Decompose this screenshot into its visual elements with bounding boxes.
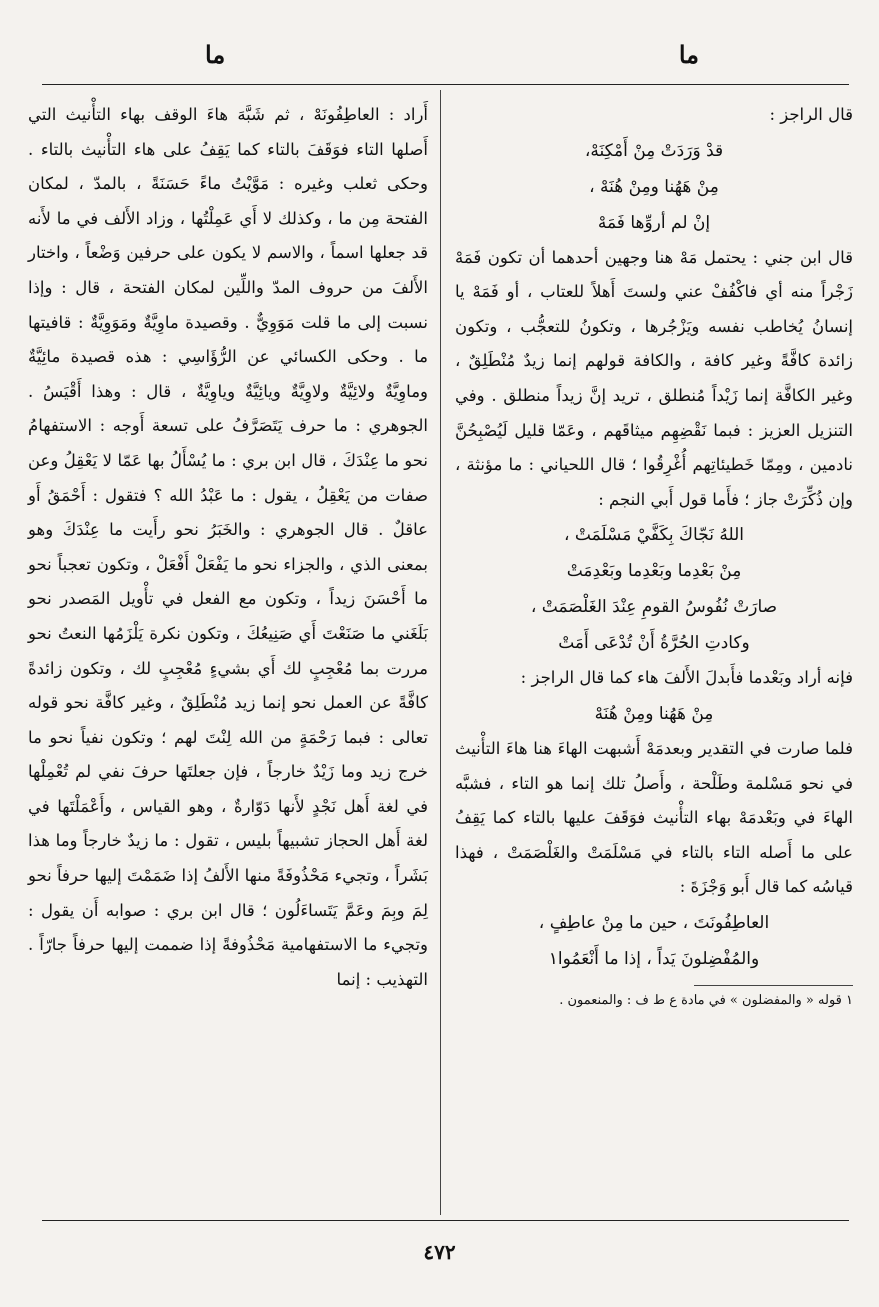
verse-line: اللهُ نَجّاكَ بِكَفَّيْ مَسْلَمَتْ ، — [564, 525, 744, 546]
verse-line: العاطِفُونَتَ ، حين ما مِنْ عاطِفٍ ، — [538, 912, 770, 933]
top-rule — [42, 84, 849, 85]
paragraph: فلما صارت في التقدير وبعدمَهْ أَشبهت الهاءَ هنا هاءَ التأْنيث في نحو مَسْلمة وطَلْحة ، وأَصلُ تلك إنما هو التاء ، فشبَّه الهاءَ في وبَعْدمَهْ بهاء التأْنيث فوَقَفَ عليها بالتاء كما يَقِفُ على ما أَصله التاء بالتاء في مَسْلَمَتْ والغَلْصَمَتْ ، فهذا قياسُه كما قال أَبو وَجْزَةَ : — [455, 738, 853, 897]
left-column — [28, 98, 428, 997]
verse-line: مِنْ هَهُنا ومِنْ هُنَهْ ، — [589, 176, 719, 197]
verse-line: مِنْ هَهُنا ومِنْ هُنَهْ — [594, 703, 714, 724]
running-head-right: ما — [678, 40, 699, 69]
footnote: ١ قوله « والمفضلون » في مادة ع ط ف : والمنعمون . — [559, 992, 853, 1008]
verse-line: مِنْ بَعْدِما وبَعْدِما وبَعْدِمَتْ — [566, 561, 742, 582]
paragraph: أَراد : العاطِفُونَهْ ، ثم شَبَّهَ هاءَ الوقف بهاء التأْنيث التي أَصلها التاء فوَقَفَ بالتاء كما يَقِفُ على هاء التأْنيث بالتاء . وحكى ثعلب وغيره : مَوَّيْتُ ماءً حَسَنَةً ، بالمدّ ، لمكان الفتحة مِن ما ، وكذلك لا أَي عَمِلْتُها ، وزاد الأَلف في ما لأَنه قد جعلها اسماً ، والاسم لا يكون على حرفين وَضْعاً ، واختار الأَلفَ من حروف المدّ واللِّين لمكان الفتحة ، قال : وإذا نسبت إلى ما قلت مَوَوِيٌّ . وقصيدة ماوِيَّةٌ ومَوَوِيَّةٌ : قافيتها ما . وحكى الكسائي عن الرُّؤَاسِي : هذه قصيدة مائِيَّةٌ وماوِيَّةٌ ولائِيَّةٌ ولاوِيَّةٌ ويائِيَّةٌ وياوِيَّةٌ ، قال : وهذا أَقْيَسُ . الجوهري : ما حرف يَتَصَرَّفُ على تسعة أَوجه : الاستفهامُ نحو ما عِنْدَكَ ، قال ابن بري : ما يُسْأَلُ بها عَمّا لا يَعْقِلُ وعن صفات من يَعْقِلُ ، يقول : ما عَبْدُ الله ؟ فتقول : أَحْمَقُ أَو عاقلٌ . قال الجوهري : والخَبَرُ نحو رأَيت ما عِنْدَكَ وهو بمعنى الذي ، والجزاء نحو ما يَفْعَلْ أَفْعَلْ ، وتكون تعجباً نحو ما أَحْسَنَ زيداً ، وتكون مع الفعل في تأْويل المَصدر نحو بَلَغَني ما صَنَعْتَ أَي صَنِيعُكَ ، وتكون نكرة يَلْزَمُها النعتُ نحو مررت بما مُعْجِبٍ لك أَي بشيءٍ مُعْجِبٍ لك ، وتكون زائدةً كافَّةً عن العمل نحو إنما زيد مُنْطَلِقٌ ، وغير كافَّة نحو قوله تعالى : فبما رَحْمَةٍ من الله لِنْتَ لهم ؛ وتكون نفياً نحو ما خرج زيد وما زَيْدٌ خارجاً ، فإن جعلتَها حرفَ نفي لم تُعْمِلْها في لغة أَهل نَجْدٍ لأَنها دَوّارةٌ ، وهو القياس ، وأَعْمَلْتَها في لغة أَهل الحجاز تشبيهاً بليس ، تقول : ما زيدٌ خارجاً وما هذا بَشَراً ، وتجيء مَحْذُوفَةً منها الأَلفُ إذا ضَمَمْتَ إليها حرفاً نحو لِمَ وبِمَ وعَمَّ يَتَساءَلُون ؛ قال ابن بري : صوابه أَن يقول : وتجيء ما الاستفهامية مَحْذُوفةً إذا ضممت إليها حرفاً جارّاً . التهذيب : إنما — [28, 105, 428, 989]
right-column — [455, 98, 853, 1012]
footnote-rule — [694, 985, 853, 986]
paragraph: فإنه أراد وبَعْدما فأَبدلَ الأَلفَ هاء كما قال الراجز : — [520, 668, 853, 688]
paragraph: قال الراجز : — [769, 105, 853, 124]
bottom-rule — [42, 1220, 849, 1221]
page-number: ٤٧٢ — [423, 1240, 456, 1264]
paragraph: قال ابن جني : يحتمل مَهْ هنا وجهين أحدهما أن تكون فَمَهْ زَجْراً منه أي فاكْفُفْ عني ولستَ أَهلاً للعتاب ، أو فَمَهْ يا إنسانُ يُخاطب نفسه ويَزْجُرها ، وتكونُ للتعجُّب ، وتكون زائدة كافَّةً وغير كافة ، والكافة قولهم إنما زيدٌ مُنْطَلِقٌ ، وغير الكافَّة إنما زَيْداً مُنطلق ، تريد إنَّ زيداً منطلق . وفي التنزيل العزيز : فبما نَقْضِهِم ميثاقَهم ، وعَمّا قليل لَيُصْبِحُنَّ نادمين ، ومِمّا خَطيئاتِهم أُغْرِقُوا ؛ قال اللحياني : ما مؤنثة ، وإن ذُكِّرَتْ جاز ؛ فأَما قول أَبي النجم : — [455, 247, 853, 509]
verse-line: قدْ وَرَدَتْ مِنْ أَمْكِنَهْ، — [584, 140, 724, 161]
verse-line: صارَتْ نُفُوسُ القومِ عِنْدَ الغَلْصَمَتْ ، — [530, 597, 778, 618]
running-head-left: ما — [205, 40, 226, 69]
verse-line: إنْ لم أروِّها فَمَهْ — [597, 212, 711, 233]
column-divider — [440, 90, 441, 1215]
verse-line: والمُفْضِلونَ يَداً ، إذا ما أَنْعَمُوا١ — [548, 948, 760, 969]
verse-line: وكادتِ الحُرَّةُ أَنْ تُدْعَى أَمَتْ — [558, 633, 750, 654]
